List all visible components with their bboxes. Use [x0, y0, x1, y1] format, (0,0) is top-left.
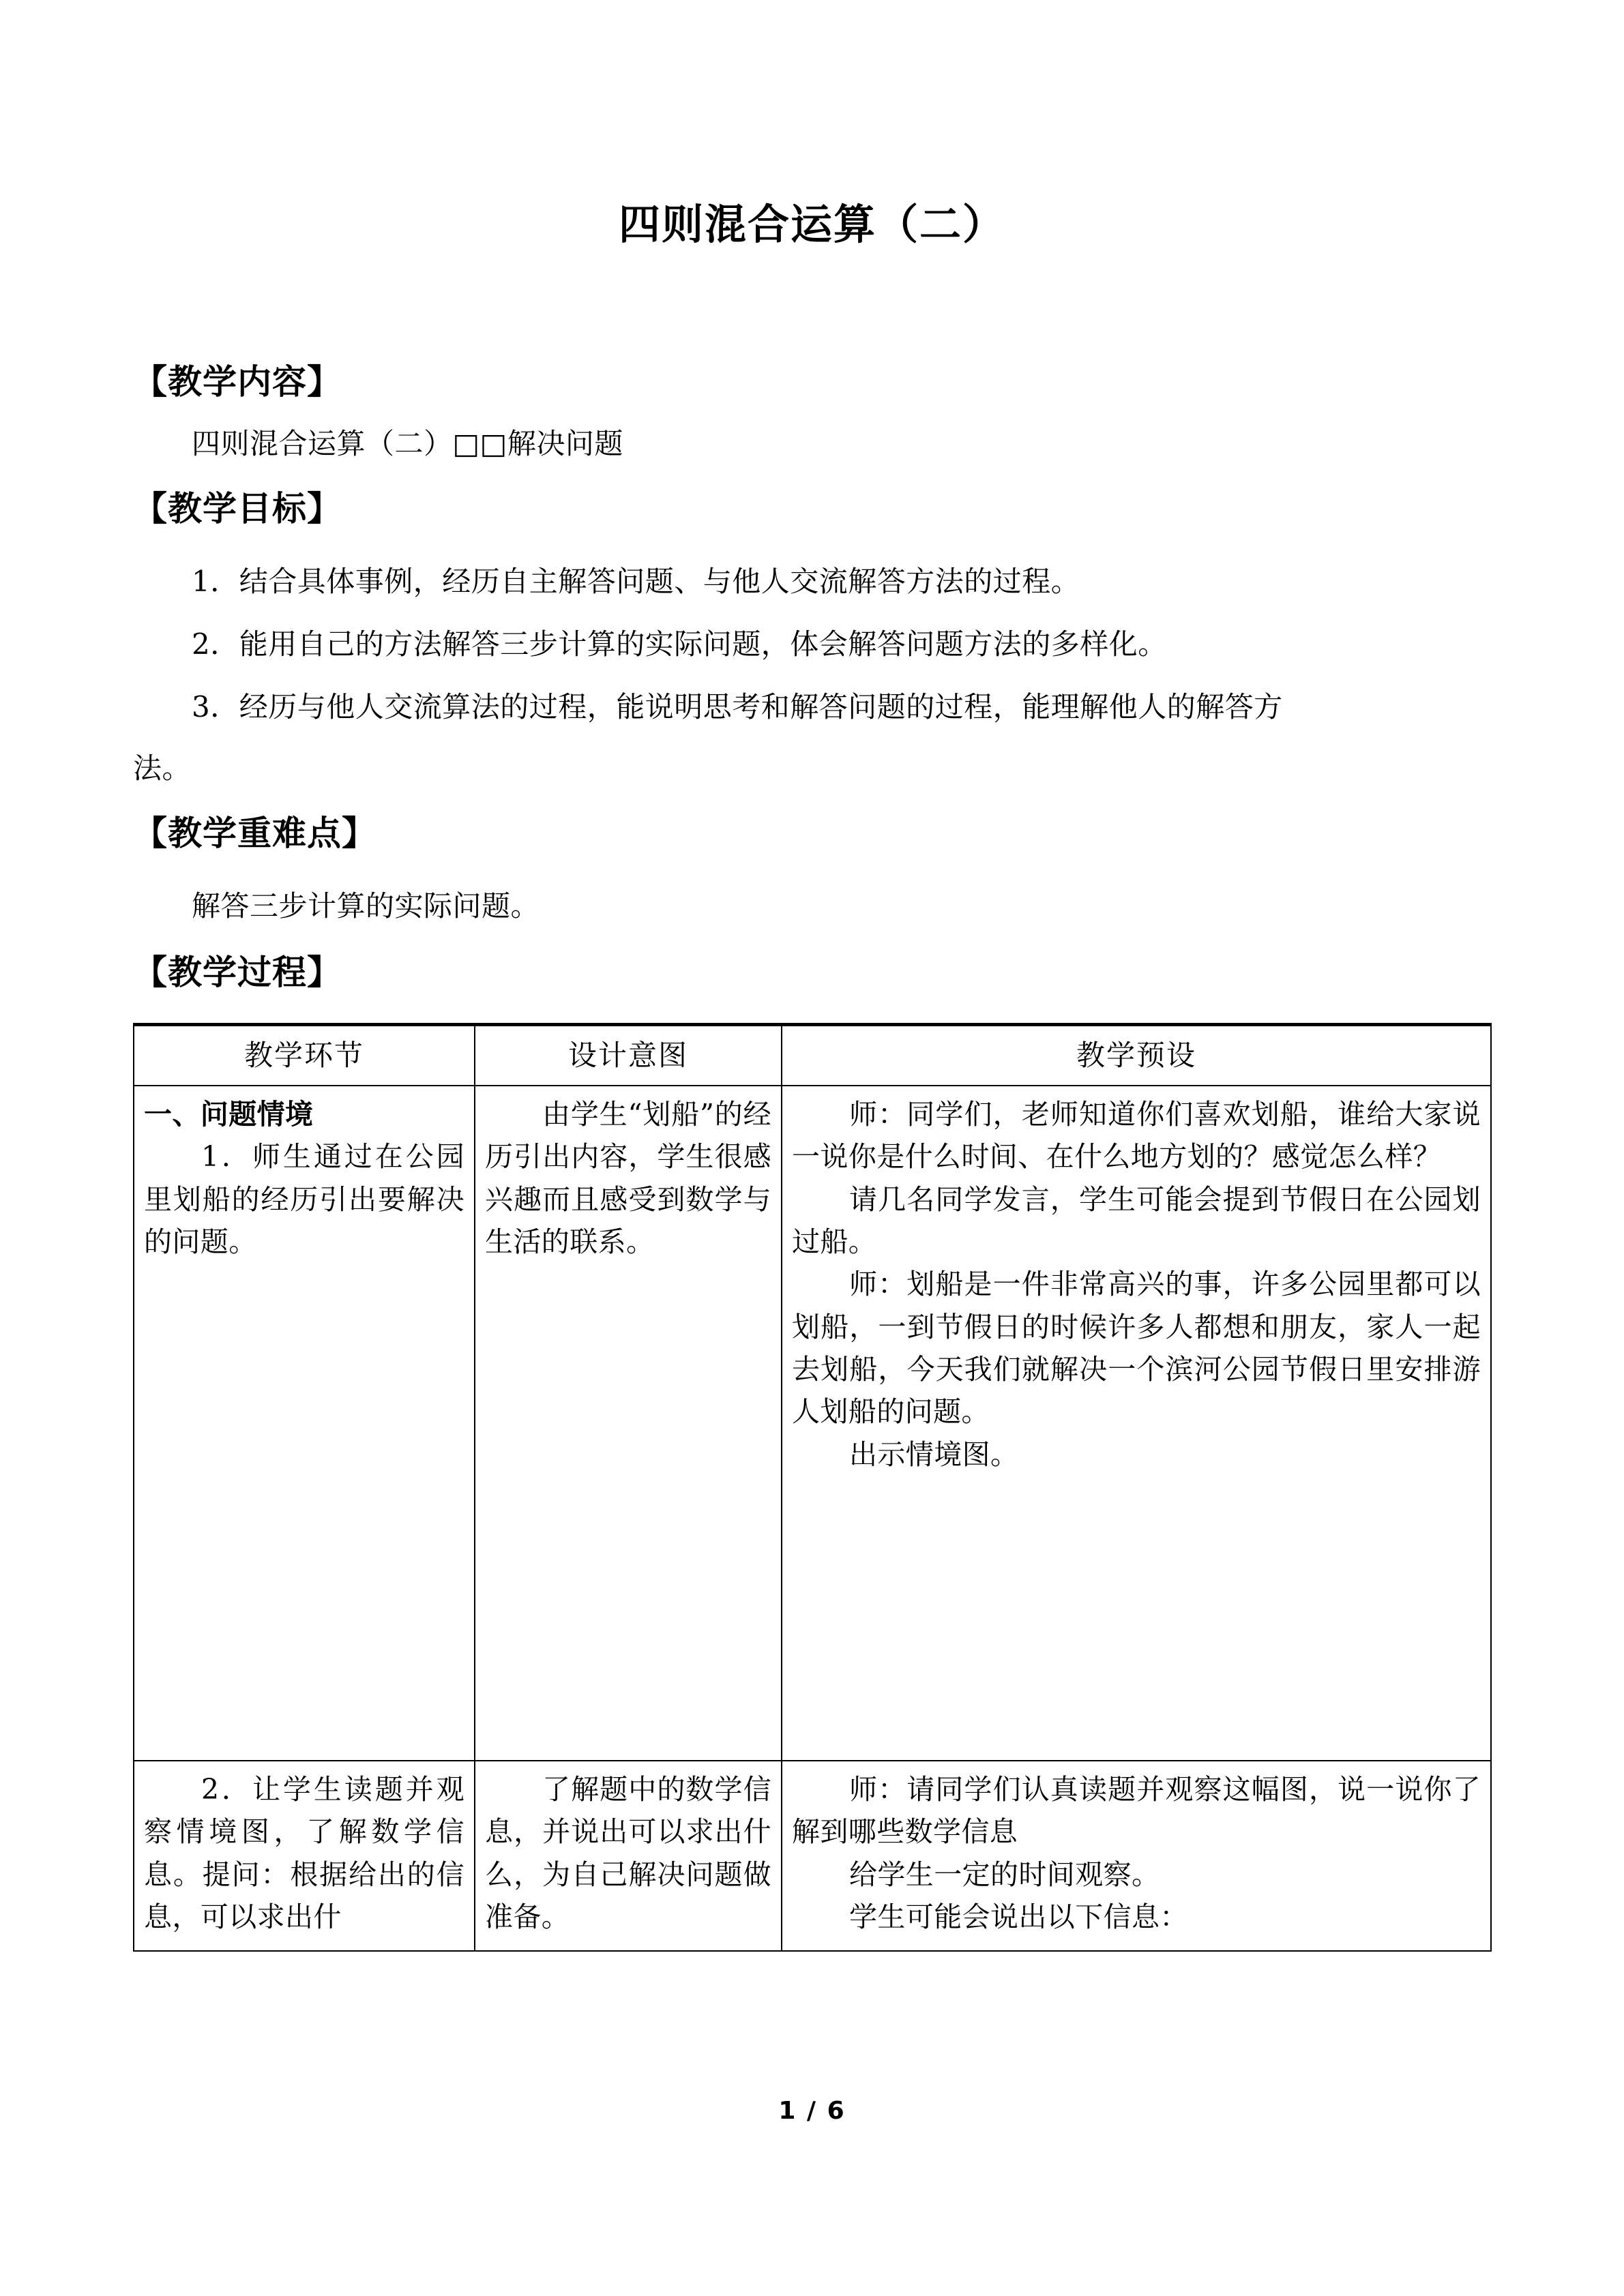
plan-cell-content: [782, 1761, 1490, 1950]
table-header-stage: 教学环节: [134, 1025, 475, 1086]
plan-paragraph: 学生可能会说出以下信息：: [849, 1900, 1188, 1934]
intent-cell-content: [475, 1761, 781, 1950]
section-heading-teaching-goals: 【教学目标】: [133, 488, 342, 529]
table-cell-intent: [475, 1761, 782, 1951]
section-heading-key-difficulty: 【教学重难点】: [133, 813, 377, 854]
intent-text: 了解题中的数学信息，并说出可以求出什么，为自己解决问题做准备。: [485, 1773, 771, 1934]
intent-cell-content: [475, 1086, 781, 1760]
table-cell-plan: [782, 1086, 1491, 1761]
section-heading-teaching-content: 【教学内容】: [133, 361, 342, 402]
teaching-content-text: 四则混合运算（二）□□解决问题: [192, 427, 623, 461]
table-header-row: [134, 1025, 1491, 1086]
stage-body: 2．让学生读题并观察情境图，了解数学信息。提问：根据给出的信息，可以求出什: [144, 1773, 464, 1934]
stage-body: 1．师生通过在公园里划船的经历引出要解决的问题。: [144, 1140, 464, 1259]
plan-paragraph: 师：请同学们认真读题并观察这幅图，说一说你了解到哪些数学信息: [792, 1773, 1481, 1849]
plan-paragraph: 请几名同学发言，学生可能会提到节假日在公园划过船。: [792, 1182, 1481, 1259]
table-cell-stage: [134, 1086, 475, 1761]
teaching-process-table: [133, 1023, 1492, 1952]
teaching-goal-item-2: 2．能用自己的方法解答三步计算的实际问题，体会解答问题方法的多样化。: [192, 627, 1167, 661]
plan-paragraph: 出示情境图。: [849, 1437, 1019, 1471]
stage-title: 一、问题情境: [144, 1098, 314, 1131]
section-heading-teaching-process: 【教学过程】: [133, 952, 342, 993]
table-row: [134, 1086, 1491, 1761]
table-header-plan: 教学预设: [782, 1025, 1491, 1086]
page-number-footer: 1 / 6: [778, 2097, 846, 2125]
plan-paragraph: 师：划船是一件非常高兴的事，许多公园里都可以划船，一到节假日的时候许多人都想和朋友，家人一起去划船，今天我们就解决一个滨河公园节假日里安排游人划船的问题。: [792, 1268, 1481, 1429]
plan-cell-content: [782, 1086, 1490, 1760]
table-row: [134, 1761, 1491, 1951]
table-cell-stage: [134, 1761, 475, 1951]
teaching-goal-item-3-continuation: 法。: [133, 751, 192, 786]
page-title: 四则混合运算（二）: [618, 200, 1005, 249]
plan-paragraph: 师：同学们，老师知道你们喜欢划船，谁给大家说一说你是什么时间、在什么地方划的？感觉怎么样？: [792, 1098, 1481, 1174]
intent-text: 由学生“划船”的经历引出内容，学生很感兴趣而且感受到数学与生活的联系。: [485, 1098, 771, 1259]
stage-cell-content: [134, 1086, 474, 1760]
table-cell-plan: [782, 1761, 1491, 1951]
table-header-intent: 设计意图: [475, 1025, 782, 1086]
key-difficulty-text: 解答三步计算的实际问题。: [192, 889, 540, 923]
table-cell-intent: [475, 1086, 782, 1761]
plan-paragraph: 给学生一定的时间观察。: [849, 1858, 1160, 1891]
stage-cell-content: [134, 1761, 474, 1950]
teaching-goal-item-1: 1．结合具体事例，经历自主解答问题、与他人交流解答方法的过程。: [192, 565, 1080, 599]
teaching-goal-item-3: 3．经历与他人交流算法的过程，能说明思考和解答问题的过程，能理解他人的解答方: [192, 690, 1283, 724]
